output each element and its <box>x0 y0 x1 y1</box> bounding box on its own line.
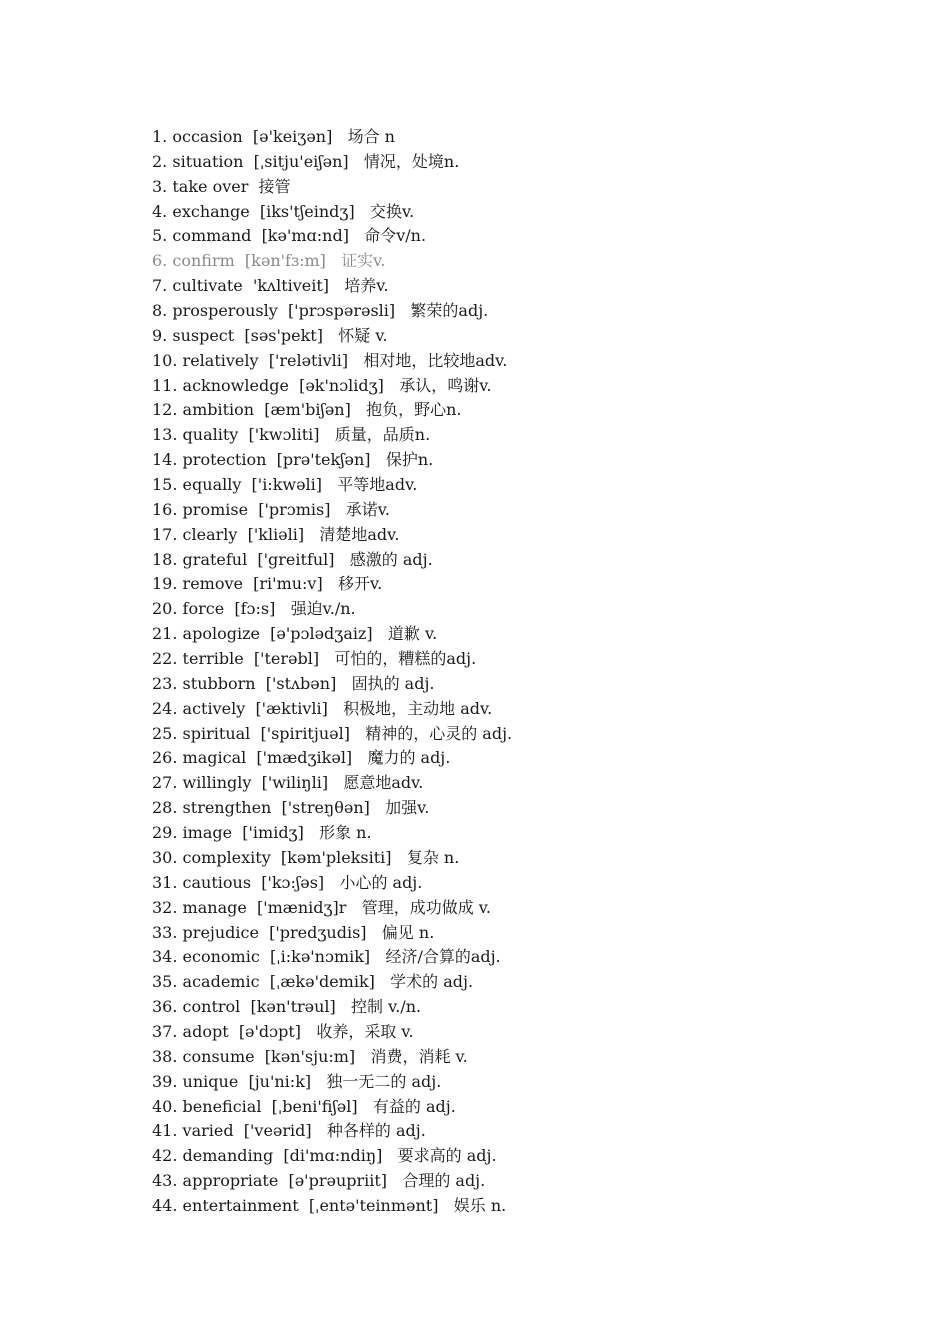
entry-number: 28. <box>152 798 178 818</box>
entry-word: magical <box>182 748 247 768</box>
vocab-entry <box>152 324 912 349</box>
entry-number: 36. <box>152 997 178 1017</box>
entry-number: 15. <box>152 475 178 495</box>
entry-word: image <box>182 823 233 843</box>
entry-phonetic: [ˌi:kə'nɔmik] <box>269 947 371 967</box>
entry-word: adopt <box>182 1021 229 1041</box>
entry-phonetic: [ri'mu:v] <box>253 574 323 594</box>
vocab-entry <box>152 921 912 946</box>
entry-word: occasion <box>172 127 243 146</box>
entry-number: 8. <box>152 301 168 321</box>
entry-phonetic: [fɔ:s] <box>234 599 276 619</box>
entry-meaning: 学术的 adj. <box>390 972 474 992</box>
entry-phonetic: [ˌsitju'eiʃən] <box>253 151 349 171</box>
entry-phonetic: [ə'prəupriit] <box>288 1171 388 1191</box>
entry-meaning: 承诺v. <box>345 499 390 519</box>
entry-phonetic: [ju'ni:k] <box>248 1071 312 1091</box>
entry-meaning: 交换v. <box>369 201 415 221</box>
vocab-entry <box>152 1095 912 1120</box>
entry-phonetic: ['æktivli] <box>255 698 328 718</box>
entry-meaning: 精神的，心灵的 adj. <box>365 723 513 743</box>
entry-meaning: 相对地，比较地adv. <box>363 350 508 370</box>
vocab-entry <box>152 722 912 747</box>
entry-meaning: 道歉 v. <box>387 624 438 644</box>
entry-word: demanding <box>182 1146 274 1166</box>
entry-meaning: 场合 n <box>347 127 395 146</box>
entry-phonetic: ['relətivli] <box>268 350 349 370</box>
entry-meaning: 怀疑 v. <box>338 325 388 345</box>
entry-phonetic: [kəm'pleksiti] <box>280 847 392 867</box>
entry-number: 30. <box>152 847 178 867</box>
entry-phonetic: [ˌentə'teinmənt] <box>308 1195 439 1215</box>
entry-number: 26. <box>152 748 178 768</box>
entry-word: spiritual <box>182 723 251 743</box>
entry-meaning: 保护n. <box>385 450 434 470</box>
vocab-entry <box>152 398 912 423</box>
entry-word: willingly <box>182 773 252 793</box>
entry-number: 29. <box>152 823 178 843</box>
vocab-entry <box>152 746 912 771</box>
entry-meaning: 娱乐 n. <box>453 1195 507 1215</box>
entry-number: 35. <box>152 972 178 992</box>
entry-word: situation <box>172 151 244 171</box>
entry-phonetic: ['kwɔliti] <box>248 425 320 445</box>
entry-word: suspect <box>172 325 235 345</box>
vocab-entry <box>152 572 912 597</box>
entry-meaning: 小心的 adj. <box>339 872 423 892</box>
entry-word: consume <box>182 1046 255 1066</box>
entry-meaning: 偏见 n. <box>381 922 435 942</box>
vocab-entry <box>152 1144 912 1169</box>
entry-number: 16. <box>152 499 178 519</box>
vocab-entry <box>152 945 912 970</box>
entry-phonetic: [iks'tʃeindʒ] <box>259 201 355 221</box>
entry-word: cultivate <box>172 276 243 296</box>
entry-number: 20. <box>152 599 178 619</box>
vocab-entry <box>152 796 912 821</box>
entry-number: 42. <box>152 1146 178 1166</box>
entry-word: apologize <box>182 624 260 644</box>
vocab-entry <box>152 821 912 846</box>
entry-number: 1. <box>152 127 168 146</box>
entry-phonetic: [kə'mɑ:nd] <box>261 226 349 246</box>
vocab-entry <box>152 249 912 274</box>
entry-meaning: 收养，采取 v. <box>316 1021 414 1041</box>
entry-word: relatively <box>182 350 259 370</box>
vocab-entry <box>152 299 912 324</box>
vocab-entry <box>152 597 912 622</box>
entry-word: terrible <box>182 649 244 669</box>
entry-meaning: 管理，成功做成 v. <box>361 897 492 917</box>
vocab-entry <box>152 1070 912 1095</box>
vocab-entry <box>152 1045 912 1070</box>
entry-number: 5. <box>152 226 168 246</box>
entry-number: 27. <box>152 773 178 793</box>
entry-phonetic: ['imidʒ] <box>242 823 304 843</box>
entry-number: 9. <box>152 325 168 345</box>
entry-meaning: 强迫v./n. <box>290 599 356 619</box>
entry-word: ambition <box>182 400 255 420</box>
entry-meaning: 移开v. <box>337 574 383 594</box>
entry-word: unique <box>182 1071 239 1091</box>
entry-word: appropriate <box>182 1171 279 1191</box>
entry-number: 37. <box>152 1021 178 1041</box>
entry-meaning: 接管 <box>258 176 291 196</box>
entry-word: complexity <box>182 847 271 867</box>
entry-meaning: 固执的 adj. <box>351 673 435 693</box>
vocab-entry <box>152 175 912 200</box>
vocab-entry <box>152 125 912 150</box>
entry-number: 41. <box>152 1121 178 1141</box>
entry-meaning: 质量，品质n. <box>334 425 431 445</box>
entry-number: 24. <box>152 698 178 718</box>
entry-word: promise <box>182 499 249 519</box>
entry-phonetic: [kən'sju:m] <box>264 1046 356 1066</box>
entry-word: remove <box>182 574 243 594</box>
vocab-entry <box>152 846 912 871</box>
vocab-entry <box>152 647 912 672</box>
entry-phonetic: [di'mɑ:ndiŋ] <box>283 1146 383 1166</box>
vocab-entry <box>152 200 912 225</box>
entry-meaning: 可怕的，糟糕的adj. <box>334 649 477 669</box>
entry-meaning: 消费，消耗 v. <box>370 1046 468 1066</box>
entry-phonetic: ['greitful] <box>257 549 335 569</box>
entry-word: protection <box>182 450 267 470</box>
entry-phonetic: [æm'biʃən] <box>264 400 351 420</box>
entry-phonetic: 'kʌltiveit] <box>252 276 330 296</box>
entry-word: quality <box>182 425 239 445</box>
entry-meaning: 证实v. <box>341 251 386 271</box>
entry-phonetic: ['mædʒikəl] <box>256 748 353 768</box>
vocab-entry <box>152 498 912 523</box>
entry-number: 31. <box>152 872 178 892</box>
entry-word: manage <box>182 897 247 917</box>
entry-word: strengthen <box>182 798 272 818</box>
entry-word: actively <box>182 698 246 718</box>
entry-word: cautious <box>182 872 252 892</box>
entry-word: stubborn <box>182 673 256 693</box>
entry-number: 6. <box>152 251 168 271</box>
entry-meaning: 承认，鸣谢v. <box>399 375 492 395</box>
entry-phonetic: ['predʒudis] <box>269 922 367 942</box>
entry-number: 22. <box>152 649 178 669</box>
vocab-entry <box>152 896 912 921</box>
entry-phonetic: [ə'keiʒən] <box>252 127 333 146</box>
entry-word: force <box>182 599 225 619</box>
vocab-entry <box>152 871 912 896</box>
entry-word: beneficial <box>182 1096 262 1116</box>
entry-phonetic: ['streŋθən] <box>281 798 370 818</box>
entry-number: 39. <box>152 1071 178 1091</box>
entry-phonetic: [ə'dɔpt] <box>238 1021 302 1041</box>
entry-phonetic: ['prɔspərəsli] <box>287 301 396 321</box>
vocab-entry <box>152 349 912 374</box>
vocab-entry <box>152 274 912 299</box>
entry-number: 13. <box>152 425 178 445</box>
entry-number: 23. <box>152 673 178 693</box>
entry-meaning: 形象 n. <box>319 823 372 843</box>
entry-word: academic <box>182 972 260 992</box>
entry-word: prejudice <box>182 922 259 942</box>
vocab-entry <box>152 224 912 249</box>
entry-phonetic: ['prɔmis] <box>258 499 331 519</box>
entry-meaning: 加强v. <box>385 798 430 818</box>
entry-meaning: 控制 v./n. <box>351 997 422 1017</box>
entry-phonetic: ['veərid] <box>243 1121 312 1141</box>
entry-word: acknowledge <box>182 375 289 395</box>
entry-phonetic: ['spiritjuəl] <box>260 723 350 743</box>
entry-phonetic: [prə'tekʃən] <box>276 450 371 470</box>
entry-number: 38. <box>152 1046 178 1066</box>
entry-phonetic: ['i:kwəli] <box>251 475 323 495</box>
entry-number: 43. <box>152 1171 178 1191</box>
entry-phonetic: [ˌækə'demik] <box>269 972 375 992</box>
entry-number: 44. <box>152 1195 178 1215</box>
entry-meaning: 愿意地adv. <box>343 773 424 793</box>
entry-phonetic: [kən'trəul] <box>250 997 336 1017</box>
entry-meaning: 平等地adv. <box>337 475 418 495</box>
entry-phonetic: [ə'pɔlədʒaiz] <box>270 624 373 644</box>
entry-number: 14. <box>152 450 178 470</box>
entry-word: clearly <box>182 524 238 544</box>
vocab-entry <box>152 473 912 498</box>
entry-number: 10. <box>152 350 178 370</box>
entry-meaning: 培养v. <box>344 276 389 296</box>
entry-word: equally <box>182 475 242 495</box>
entry-word: entertainment <box>182 1195 299 1215</box>
entry-word: control <box>182 997 241 1017</box>
entry-meaning: 抱负，野心n. <box>366 400 462 420</box>
vocab-entry <box>152 1194 912 1219</box>
entry-meaning: 命令v/n. <box>364 226 427 246</box>
vocab-entry <box>152 672 912 697</box>
entry-number: 32. <box>152 897 178 917</box>
entry-number: 21. <box>152 624 178 644</box>
entry-meaning: 魔力的 adj. <box>367 748 451 768</box>
entry-number: 17. <box>152 524 178 544</box>
vocab-entry <box>152 448 912 473</box>
entry-word: exchange <box>172 201 250 221</box>
vocab-entry <box>152 995 912 1020</box>
entry-meaning: 合理的 adj. <box>402 1171 486 1191</box>
entry-phonetic: ['kɔ:ʃəs] <box>261 872 325 892</box>
entry-word: take over <box>172 176 249 196</box>
entry-phonetic: ['wiliŋli] <box>261 773 329 793</box>
entry-number: 25. <box>152 723 178 743</box>
entry-number: 18. <box>152 549 178 569</box>
entry-number: 2. <box>152 151 168 171</box>
entry-meaning: 情况，处境n. <box>363 151 460 171</box>
entry-meaning: 种各样的 adj. <box>326 1121 426 1141</box>
entry-meaning: 独一无二的 adj. <box>326 1071 442 1091</box>
entry-number: 11. <box>152 375 178 395</box>
entry-number: 4. <box>152 201 168 221</box>
vocab-entry <box>152 970 912 995</box>
entry-word: economic <box>182 947 260 967</box>
entry-phonetic: ['mænidʒ]r <box>256 897 347 917</box>
entry-phonetic: ['kliəli] <box>247 524 305 544</box>
entry-meaning: 经济/合算的adj. <box>385 947 501 967</box>
entry-meaning: 复杂 n. <box>406 847 460 867</box>
vocab-entry <box>152 622 912 647</box>
entry-word: confirm <box>172 251 235 271</box>
entry-number: 33. <box>152 922 178 942</box>
entry-word: command <box>172 226 252 246</box>
entry-number: 34. <box>152 947 178 967</box>
vocab-entry <box>152 1119 912 1144</box>
vocab-entry <box>152 697 912 722</box>
vocab-entry <box>152 423 912 448</box>
vocab-entry <box>152 548 912 573</box>
vocab-entry <box>152 1169 912 1194</box>
entry-number: 12. <box>152 400 178 420</box>
entry-number: 40. <box>152 1096 178 1116</box>
entry-word: varied <box>182 1121 234 1141</box>
entry-phonetic: [ək'nɔlidʒ] <box>299 375 384 395</box>
entry-number: 3. <box>152 176 168 196</box>
entry-word: grateful <box>182 549 248 569</box>
entry-phonetic: ['stʌbən] <box>265 673 337 693</box>
entry-phonetic: [ˌbeni'fiʃəl] <box>271 1096 358 1116</box>
entry-number: 19. <box>152 574 178 594</box>
entry-meaning: 有益的 adj. <box>372 1096 456 1116</box>
entry-word: prosperously <box>172 301 278 321</box>
entry-phonetic: [səs'pekt] <box>244 325 323 345</box>
entry-meaning: 感激的 adj. <box>349 549 433 569</box>
entry-phonetic: ['terəbl] <box>253 649 320 669</box>
vocab-entry <box>152 1020 912 1045</box>
vocab-entry <box>152 150 912 175</box>
vocabulary-list <box>152 125 912 1219</box>
vocab-entry <box>152 771 912 796</box>
vocab-entry <box>152 374 912 399</box>
entry-meaning: 清楚地adv. <box>319 524 400 544</box>
entry-number: 7. <box>152 276 168 296</box>
entry-meaning: 要求高的 adj. <box>397 1146 497 1166</box>
vocab-entry <box>152 523 912 548</box>
entry-phonetic: [kən'fɜ:m] <box>244 251 326 271</box>
entry-meaning: 积极地，主动地 adv. <box>343 698 493 718</box>
entry-meaning: 繁荣的adj. <box>410 301 489 321</box>
